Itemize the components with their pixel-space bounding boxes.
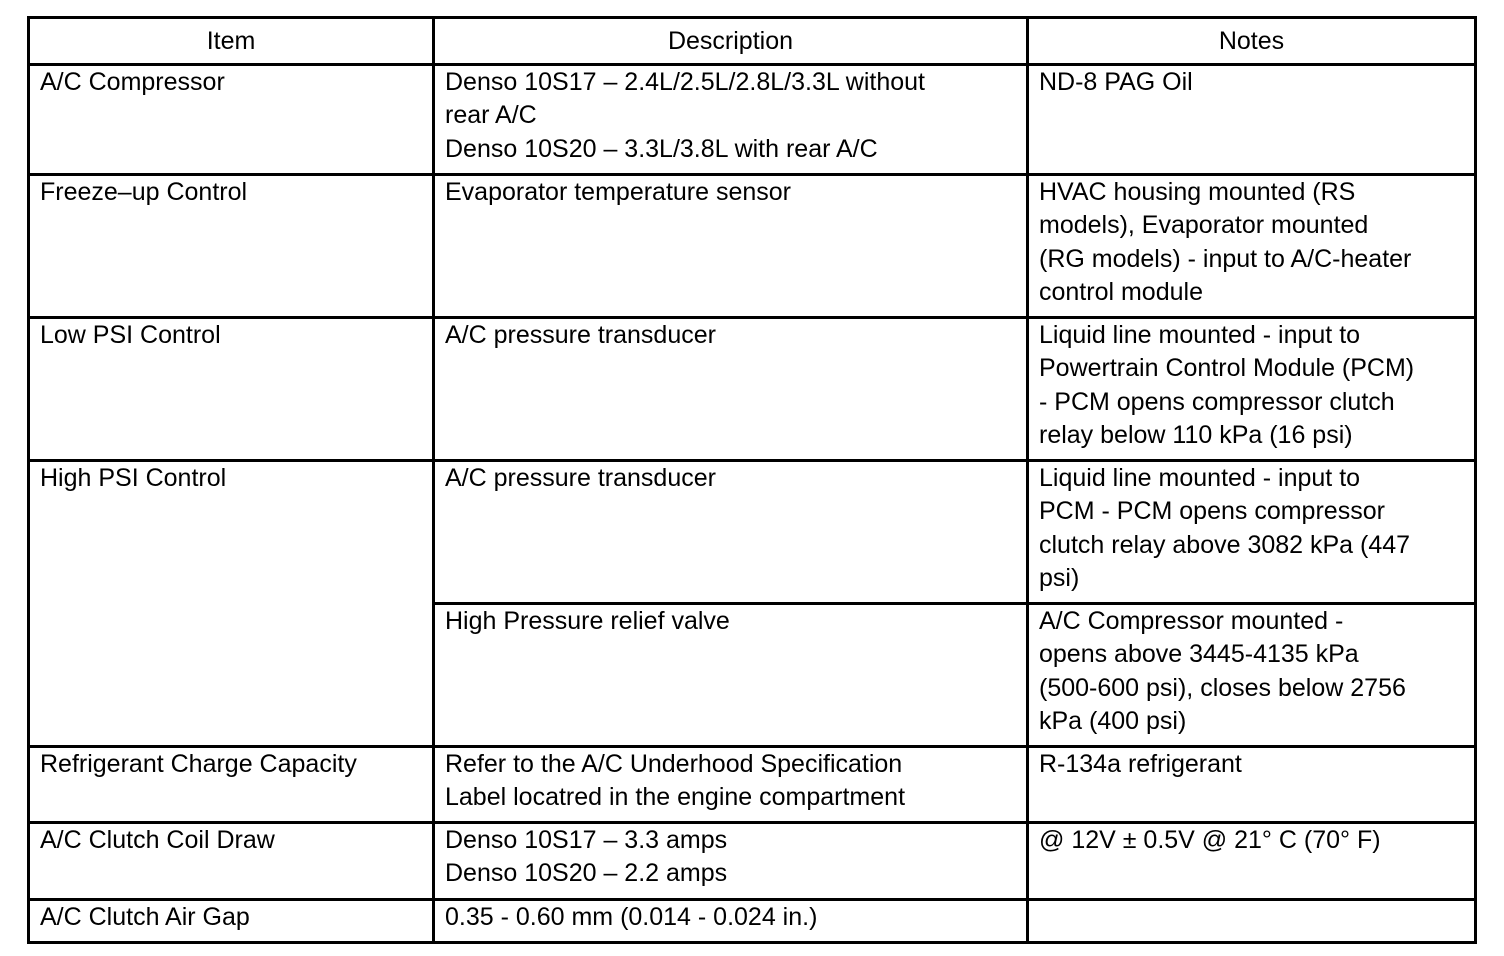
- cell-notes: @ 12V ± 0.5V @ 21° C (70° F): [1028, 823, 1476, 900]
- cell-description: A/C pressure transducer: [434, 461, 1028, 604]
- cell-notes: ND-8 PAG Oil: [1028, 65, 1476, 175]
- cell-description: Refer to the A/C Underhood Specification Label locatred in the engine compartment: [434, 747, 1028, 823]
- cell-description: Denso 10S17 – 2.4L/2.5L/2.8L/3.3L without rear A/C Denso 10S20 – 3.3L/3.8L with rear A/C: [434, 65, 1028, 175]
- header-row: [29, 18, 1476, 65]
- table-row: [29, 175, 1476, 318]
- table-row: [29, 823, 1476, 900]
- table-row: [29, 900, 1476, 943]
- table-row: [29, 747, 1476, 823]
- header-description: Description: [434, 18, 1028, 65]
- cell-description: 0.35 - 0.60 mm (0.014 - 0.024 in.): [434, 900, 1028, 943]
- cell-notes: [1028, 900, 1476, 943]
- spec-table: [27, 16, 1477, 944]
- cell-item: Freeze–up Control: [29, 175, 434, 318]
- cell-item: Refrigerant Charge Capacity: [29, 747, 434, 823]
- table-row: [29, 318, 1476, 461]
- cell-description: Denso 10S17 – 3.3 amps Denso 10S20 – 2.2 amps: [434, 823, 1028, 900]
- cell-notes: A/C Compressor mounted - opens above 3445-4135 kPa (500-600 psi), closes below 2756 kPa (400 psi): [1028, 604, 1476, 747]
- table-row: [29, 461, 1476, 604]
- cell-item: A/C Compressor: [29, 65, 434, 175]
- cell-description: Evaporator temperature sensor: [434, 175, 1028, 318]
- header-notes: Notes: [1028, 18, 1476, 65]
- cell-notes: R-134a refrigerant: [1028, 747, 1476, 823]
- cell-notes: Liquid line mounted - input to Powertrain Control Module (PCM) - PCM opens compressor clutch relay below 110 kPa (16 psi): [1028, 318, 1476, 461]
- cell-notes: Liquid line mounted - input to PCM - PCM opens compressor clutch relay above 3082 kPa (447 psi): [1028, 461, 1476, 604]
- cell-item: A/C Clutch Air Gap: [29, 900, 434, 943]
- cell-description: High Pressure relief valve: [434, 604, 1028, 747]
- cell-item: High PSI Control: [29, 461, 434, 747]
- cell-description: A/C pressure transducer: [434, 318, 1028, 461]
- table-row: [29, 65, 1476, 175]
- cell-notes: HVAC housing mounted (RS models), Evaporator mounted (RG models) - input to A/C-heater control module: [1028, 175, 1476, 318]
- cell-item: Low PSI Control: [29, 318, 434, 461]
- cell-item: A/C Clutch Coil Draw: [29, 823, 434, 900]
- header-item: Item: [29, 18, 434, 65]
